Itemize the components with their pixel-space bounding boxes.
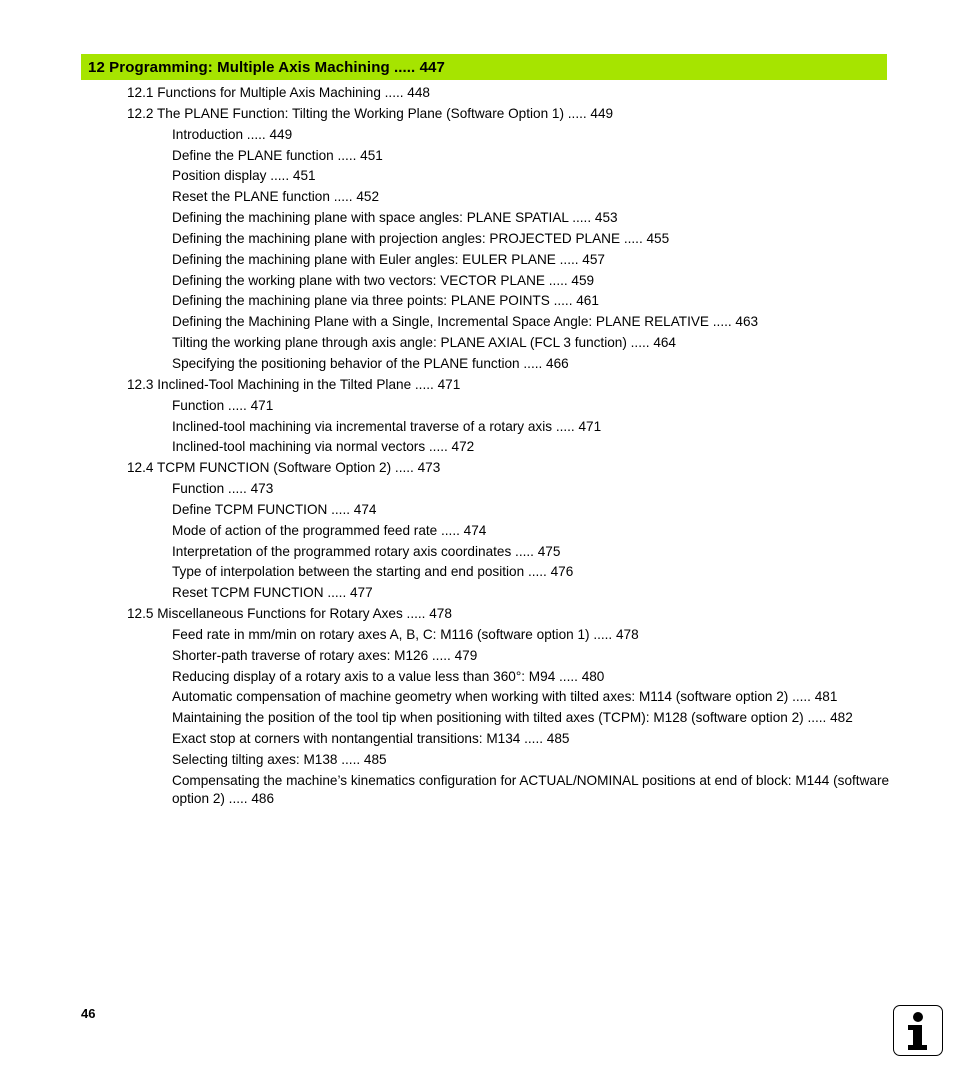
toc-subsection-entry[interactable]: Reducing display of a rotary axis to a value less than 360°: M94 ..... 480 [172,668,605,684]
info-icon-glyph [894,1006,941,1054]
table-of-contents [0,84,954,811]
toc-section-entry[interactable]: 12.2 The PLANE Function: Tilting the Working Plane (Software Option 1) ..... 449 [127,105,614,121]
info-icon [893,1005,943,1056]
toc-subsection-entry[interactable]: Type of interpolation between the starting and end position ..... 476 [172,564,574,580]
chapter-title: 12 Programming: Multiple Axis Machining ..... 447 [88,58,445,76]
toc-subsection-entry[interactable]: Defining the Machining Plane with a Single, Incremental Space Angle: PLANE RELATIVE ..... 463 [172,314,759,330]
toc-subsection-entry[interactable]: Interpretation of the programmed rotary axis coordinates ..... 475 [172,543,561,559]
toc-subsection-entry[interactable]: Mode of action of the programmed feed rate ..... 474 [172,522,487,538]
toc-subsection-entry[interactable]: Define TCPM FUNCTION ..... 474 [172,501,377,517]
toc-subsection-entry[interactable]: Feed rate in mm/min on rotary axes A, B, C: M116 (software option 1) ..... 478 [172,626,639,642]
toc-section-entry[interactable]: 12.3 Inclined-Tool Machining in the Tilted Plane ..... 471 [127,376,461,392]
toc-subsection-entry[interactable]: Specifying the positioning behavior of the PLANE function ..... 466 [172,355,569,371]
toc-subsection-entry[interactable]: Exact stop at corners with nontangential transitions: M134 ..... 485 [172,731,570,747]
toc-subsection-entry[interactable]: Function ..... 471 [172,397,274,413]
toc-subsection-entry[interactable]: Defining the machining plane with space angles: PLANE SPATIAL ..... 453 [172,210,618,226]
toc-subsection-entry[interactable]: Inclined-tool machining via normal vectors ..... 472 [172,439,475,455]
chapter-header-bar [81,54,887,80]
toc-subsection-entry[interactable]: Defining the machining plane with Euler angles: EULER PLANE ..... 457 [172,251,605,267]
toc-subsection-entry[interactable]: Automatic compensation of machine geometry when working with tilted axes: M114 (software option 2) ..... 481 [172,689,838,705]
page-number: 46 [81,1006,96,1021]
toc-subsection-entry[interactable]: Defining the machining plane with projection angles: PROJECTED PLANE ..... 455 [172,230,670,246]
toc-subsection-entry[interactable]: Compensating the machine’s kinematics configuration for ACTUAL/NOMINAL positions at end of block: M144 (software option 2) ..... 486 [172,772,890,806]
toc-subsection-entry[interactable]: Reset TCPM FUNCTION ..... 477 [172,585,373,601]
toc-subsection-entry[interactable]: Function ..... 473 [172,481,274,497]
toc-subsection-entry[interactable]: Reset the PLANE function ..... 452 [172,189,380,205]
toc-subsection-entry[interactable]: Maintaining the position of the tool tip when positioning with tilted axes (TCPM): M128 (software option 2) ..... 482 [172,710,853,726]
toc-section-entry[interactable]: 12.4 TCPM FUNCTION (Software Option 2) ..... 473 [127,460,441,476]
toc-subsection-entry[interactable]: Inclined-tool machining via incremental traverse of a rotary axis ..... 471 [172,418,602,434]
toc-subsection-entry[interactable]: Define the PLANE function ..... 451 [172,147,383,163]
toc-subsection-entry[interactable]: Position display ..... 451 [172,168,316,184]
toc-section-entry[interactable]: 12.1 Functions for Multiple Axis Machining ..... 448 [127,85,430,100]
toc-subsection-entry[interactable]: Defining the working plane with two vectors: VECTOR PLANE ..... 459 [172,272,595,288]
toc-subsection-entry[interactable]: Introduction ..... 449 [172,126,293,142]
toc-subsection-entry[interactable]: Selecting tilting axes: M138 ..... 485 [172,752,387,767]
toc-subsection-entry[interactable]: Tilting the working plane through axis angle: PLANE AXIAL (FCL 3 function) ..... 464 [172,335,676,351]
toc-subsection-entry[interactable]: Defining the machining plane via three points: PLANE POINTS ..... 461 [172,293,599,309]
toc-subsection-entry[interactable]: Shorter-path traverse of rotary axes: M126 ..... 479 [172,647,478,663]
toc-section-entry[interactable]: 12.5 Miscellaneous Functions for Rotary Axes ..... 478 [127,606,452,622]
